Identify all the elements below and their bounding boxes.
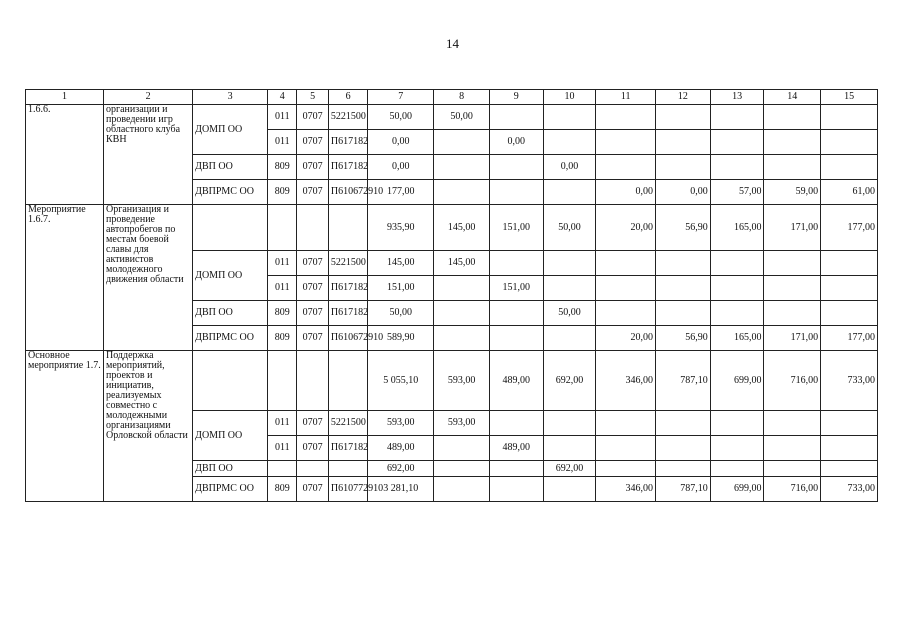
- value-cell: [710, 436, 764, 461]
- total-cell: 171,00: [764, 205, 821, 251]
- item-number: 1.6.6.: [26, 105, 104, 205]
- section-cell: [297, 461, 328, 477]
- total-cell: 5 055,10: [368, 351, 434, 411]
- csr-cell: П617182: [328, 276, 368, 301]
- section-cell: [297, 351, 328, 411]
- value-cell: [434, 326, 490, 351]
- value-cell: [656, 276, 711, 301]
- grbs-cell: 809: [268, 180, 297, 205]
- org-cell: ДВП ОО: [193, 461, 268, 477]
- grbs-cell: 809: [268, 301, 297, 326]
- header-cell: 9: [489, 90, 543, 105]
- grbs-cell: 809: [268, 326, 297, 351]
- value-cell: [489, 411, 543, 436]
- value-cell: [596, 251, 656, 276]
- value-cell: 165,00: [710, 326, 764, 351]
- value-cell: [434, 130, 490, 155]
- grbs-cell: [268, 351, 297, 411]
- item-number: Основное мероприятие 1.7.: [26, 351, 104, 502]
- value-cell: [656, 411, 711, 436]
- value-cell: [596, 130, 656, 155]
- value-cell: [543, 130, 596, 155]
- value-cell: 489,00: [489, 436, 543, 461]
- grbs-cell: 809: [268, 477, 297, 502]
- total-cell: 692,00: [543, 351, 596, 411]
- total-cell: 935,90: [368, 205, 434, 251]
- value-cell: [434, 301, 490, 326]
- value-cell: [434, 180, 490, 205]
- section-cell: 0707: [297, 180, 328, 205]
- value-cell: 50,00: [434, 105, 490, 130]
- total-cell: 716,00: [764, 351, 821, 411]
- section-cell: 0707: [297, 251, 328, 276]
- csr-cell: П617182: [328, 130, 368, 155]
- value-cell: [596, 155, 656, 180]
- section-cell: 0707: [297, 301, 328, 326]
- section-cell: 0707: [297, 105, 328, 130]
- value-cell: [710, 130, 764, 155]
- value-cell: 489,00: [368, 436, 434, 461]
- value-cell: [656, 105, 711, 130]
- value-cell: 593,00: [368, 411, 434, 436]
- header-cell: 2: [104, 90, 193, 105]
- grbs-cell: [268, 205, 297, 251]
- value-cell: [764, 155, 821, 180]
- section-cell: 0707: [297, 130, 328, 155]
- value-cell: 151,00: [368, 276, 434, 301]
- value-cell: 171,00: [764, 326, 821, 351]
- total-cell: 20,00: [596, 205, 656, 251]
- value-cell: [710, 411, 764, 436]
- value-cell: [434, 276, 490, 301]
- value-cell: [489, 105, 543, 130]
- grbs-cell: 011: [268, 105, 297, 130]
- header-cell: 4: [268, 90, 297, 105]
- org-cell: ДВПРМС ОО: [193, 326, 268, 351]
- value-cell: [489, 155, 543, 180]
- page-number: 14: [446, 36, 459, 51]
- csr-cell: 5221500: [328, 105, 368, 130]
- value-cell: [821, 276, 878, 301]
- header-cell: 11: [596, 90, 656, 105]
- value-cell: 733,00: [821, 477, 878, 502]
- value-cell: [821, 461, 878, 477]
- value-cell: [764, 130, 821, 155]
- value-cell: 716,00: [764, 477, 821, 502]
- value-cell: [543, 105, 596, 130]
- value-cell: [543, 436, 596, 461]
- value-cell: [656, 130, 711, 155]
- value-cell: [543, 411, 596, 436]
- value-cell: [710, 105, 764, 130]
- value-cell: 145,00: [368, 251, 434, 276]
- value-cell: [543, 276, 596, 301]
- table-row: [26, 351, 878, 411]
- total-cell: 593,00: [434, 351, 490, 411]
- header-cell: 12: [656, 90, 711, 105]
- total-cell: 151,00: [489, 205, 543, 251]
- section-cell: 0707: [297, 477, 328, 502]
- grbs-cell: 011: [268, 130, 297, 155]
- csr-cell: П610772910: [328, 477, 368, 502]
- csr-cell: [328, 351, 368, 411]
- value-cell: [489, 251, 543, 276]
- header-cell: 1: [26, 90, 104, 105]
- value-cell: [596, 301, 656, 326]
- org-cell: ДВПРМС ОО: [193, 180, 268, 205]
- value-cell: [543, 326, 596, 351]
- csr-cell: П617182: [328, 436, 368, 461]
- budget-table: [25, 89, 878, 502]
- value-cell: 593,00: [434, 411, 490, 436]
- value-cell: [596, 411, 656, 436]
- value-cell: 692,00: [543, 461, 596, 477]
- value-cell: 56,90: [656, 326, 711, 351]
- org-cell: ДВПРМС ОО: [193, 477, 268, 502]
- org-cell: ДОМП ОО: [193, 251, 268, 301]
- org-cell: [193, 205, 268, 251]
- section-cell: 0707: [297, 155, 328, 180]
- value-cell: [764, 251, 821, 276]
- value-cell: 61,00: [821, 180, 878, 205]
- value-cell: 50,00: [368, 105, 434, 130]
- header-cell: 3: [193, 90, 268, 105]
- value-cell: [821, 411, 878, 436]
- value-cell: 0,00: [596, 180, 656, 205]
- value-cell: 177,00: [821, 326, 878, 351]
- header-cell: 10: [543, 90, 596, 105]
- value-cell: [489, 326, 543, 351]
- value-cell: 699,00: [710, 477, 764, 502]
- table-row: [26, 105, 878, 130]
- value-cell: [434, 436, 490, 461]
- item-description: Поддержка мероприятий, проектов и инициатив, реализуемых совместно с молодежными организациями Орловской области: [104, 351, 193, 502]
- value-cell: 3 281,10: [368, 477, 434, 502]
- value-cell: [656, 461, 711, 477]
- value-cell: [821, 436, 878, 461]
- value-cell: 50,00: [368, 301, 434, 326]
- value-cell: [821, 130, 878, 155]
- value-cell: [434, 461, 490, 477]
- value-cell: [434, 155, 490, 180]
- value-cell: [764, 411, 821, 436]
- value-cell: [764, 301, 821, 326]
- value-cell: [543, 180, 596, 205]
- total-cell: 699,00: [710, 351, 764, 411]
- total-cell: 50,00: [543, 205, 596, 251]
- value-cell: [656, 301, 711, 326]
- value-cell: [596, 436, 656, 461]
- value-cell: [764, 105, 821, 130]
- value-cell: [710, 155, 764, 180]
- value-cell: [764, 276, 821, 301]
- value-cell: 787,10: [656, 477, 711, 502]
- csr-cell: П617182: [328, 301, 368, 326]
- total-cell: 787,10: [656, 351, 711, 411]
- header-cell: 7: [368, 90, 434, 105]
- org-cell: ДОМП ОО: [193, 411, 268, 461]
- value-cell: 0,00: [368, 155, 434, 180]
- header-cell: 13: [710, 90, 764, 105]
- grbs-cell: 809: [268, 155, 297, 180]
- value-cell: 177,00: [368, 180, 434, 205]
- total-cell: 165,00: [710, 205, 764, 251]
- grbs-cell: [268, 461, 297, 477]
- value-cell: [821, 251, 878, 276]
- org-cell: ДВП ОО: [193, 155, 268, 180]
- org-cell: ДВП ОО: [193, 301, 268, 326]
- value-cell: [596, 276, 656, 301]
- org-cell: ДОМП ОО: [193, 105, 268, 155]
- value-cell: [821, 105, 878, 130]
- value-cell: [710, 301, 764, 326]
- value-cell: [434, 477, 490, 502]
- table-header-row: [26, 90, 878, 105]
- header-cell: 15: [821, 90, 878, 105]
- grbs-cell: 011: [268, 251, 297, 276]
- value-cell: [543, 477, 596, 502]
- value-cell: 0,00: [489, 130, 543, 155]
- item-description: Организация и проведение автопробегов по местам боевой славы для активистов молодежного движения области: [104, 205, 193, 351]
- item-description: организации и проведении игр областного клуба КВН: [104, 105, 193, 205]
- value-cell: 0,00: [543, 155, 596, 180]
- value-cell: 57,00: [710, 180, 764, 205]
- value-cell: [596, 105, 656, 130]
- value-cell: 59,00: [764, 180, 821, 205]
- value-cell: 20,00: [596, 326, 656, 351]
- value-cell: [656, 155, 711, 180]
- total-cell: 489,00: [489, 351, 543, 411]
- value-cell: [596, 461, 656, 477]
- value-cell: 589,90: [368, 326, 434, 351]
- value-cell: [821, 301, 878, 326]
- value-cell: [764, 436, 821, 461]
- csr-cell: [328, 205, 368, 251]
- value-cell: 0,00: [368, 130, 434, 155]
- org-cell: [193, 351, 268, 411]
- value-cell: [710, 461, 764, 477]
- header-cell: 6: [328, 90, 368, 105]
- value-cell: 346,00: [596, 477, 656, 502]
- value-cell: [821, 155, 878, 180]
- table-row: [26, 205, 878, 251]
- total-cell: 177,00: [821, 205, 878, 251]
- csr-cell: П610672910: [328, 180, 368, 205]
- value-cell: [764, 461, 821, 477]
- header-cell: 14: [764, 90, 821, 105]
- grbs-cell: 011: [268, 276, 297, 301]
- csr-cell: П617182: [328, 155, 368, 180]
- value-cell: 151,00: [489, 276, 543, 301]
- value-cell: [489, 180, 543, 205]
- section-cell: 0707: [297, 436, 328, 461]
- total-cell: 145,00: [434, 205, 490, 251]
- section-cell: 0707: [297, 326, 328, 351]
- value-cell: [710, 251, 764, 276]
- value-cell: [710, 276, 764, 301]
- total-cell: 346,00: [596, 351, 656, 411]
- value-cell: 0,00: [656, 180, 711, 205]
- csr-cell: 5221500: [328, 411, 368, 436]
- header-cell: 8: [434, 90, 490, 105]
- section-cell: 0707: [297, 411, 328, 436]
- value-cell: [489, 477, 543, 502]
- value-cell: [543, 251, 596, 276]
- item-number: Мероприятие 1.6.7.: [26, 205, 104, 351]
- header-cell: 5: [297, 90, 328, 105]
- csr-cell: 5221500: [328, 251, 368, 276]
- value-cell: 50,00: [543, 301, 596, 326]
- section-cell: [297, 205, 328, 251]
- grbs-cell: 011: [268, 411, 297, 436]
- grbs-cell: 011: [268, 436, 297, 461]
- value-cell: [489, 461, 543, 477]
- total-cell: 733,00: [821, 351, 878, 411]
- value-cell: [489, 301, 543, 326]
- value-cell: [656, 251, 711, 276]
- value-cell: 145,00: [434, 251, 490, 276]
- value-cell: 692,00: [368, 461, 434, 477]
- value-cell: [656, 436, 711, 461]
- csr-cell: [328, 461, 368, 477]
- csr-cell: П610672910: [328, 326, 368, 351]
- section-cell: 0707: [297, 276, 328, 301]
- total-cell: 56,90: [656, 205, 711, 251]
